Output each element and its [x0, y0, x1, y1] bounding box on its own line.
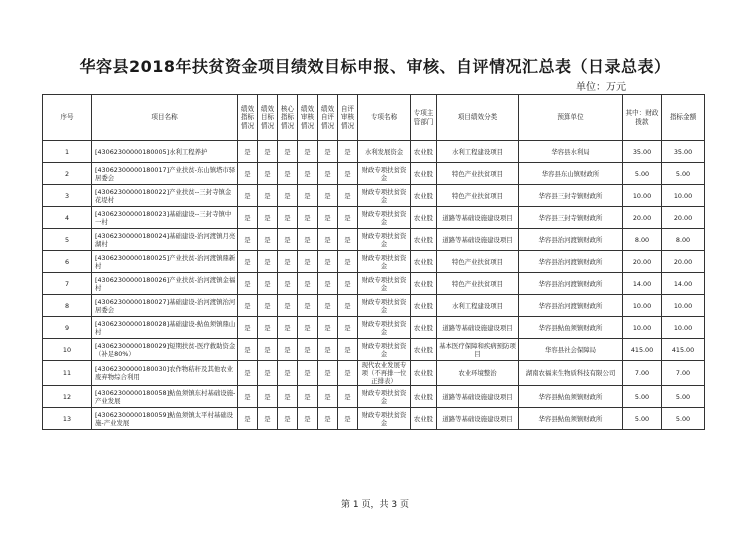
project-category: 水利工程建设项目 [437, 141, 519, 163]
core-indicator-status: 是 [278, 386, 298, 408]
review-status: 是 [298, 229, 318, 251]
target-status: 是 [258, 317, 278, 339]
core-indicator-status: 是 [278, 163, 298, 185]
project-name: [43062300000180022]产业扶贫--三封寺镇金花堤村 [92, 185, 238, 207]
row-number: 1 [43, 141, 92, 163]
core-indicator-status: 是 [278, 361, 298, 386]
indicator-amount: 20.00 [662, 207, 705, 229]
summary-table [42, 94, 705, 430]
review-status: 是 [298, 207, 318, 229]
indicator-amount: 415.00 [662, 339, 705, 361]
row-number: 7 [43, 273, 92, 295]
indicator-status: 是 [238, 251, 258, 273]
budget-unit: 华容县鲇鱼须镇财政所 [519, 386, 623, 408]
self-eval-status: 是 [318, 317, 338, 339]
special-dept: 农业股 [411, 295, 437, 317]
special-dept: 农业股 [411, 207, 437, 229]
target-status: 是 [258, 229, 278, 251]
indicator-amount: 10.00 [662, 317, 705, 339]
review-status: 是 [298, 141, 318, 163]
core-indicator-status: 是 [278, 141, 298, 163]
project-name: [43062300000180028]基础建设-鲇鱼须镇鼎山村 [92, 317, 238, 339]
header-cell: 绩效目标情况 [258, 95, 278, 141]
target-status: 是 [258, 386, 278, 408]
row-number: 4 [43, 207, 92, 229]
project-category: 道路等基础设施建设项目 [437, 207, 519, 229]
project-category: 道路等基础设施建设项目 [437, 229, 519, 251]
special-fund-name: 财政专项扶贫资金 [358, 207, 411, 229]
table-row [43, 251, 705, 273]
self-eval-status: 是 [318, 251, 338, 273]
project-name: [43062300000180025]产业扶贫-治河渡镇鼎新村 [92, 251, 238, 273]
table-row [43, 229, 705, 251]
fiscal-allocation: 14.00 [623, 273, 662, 295]
table-row [43, 207, 705, 229]
table-row [43, 408, 705, 430]
self-eval-status: 是 [318, 339, 338, 361]
indicator-status: 是 [238, 317, 258, 339]
project-category: 特色产业扶贫项目 [437, 273, 519, 295]
row-number: 5 [43, 229, 92, 251]
target-status: 是 [258, 339, 278, 361]
header-cell: 核心指标情况 [278, 95, 298, 141]
special-dept: 农业股 [411, 251, 437, 273]
project-name: [43062300000180017]产业扶贫-东山镇塔市驿居委会 [92, 163, 238, 185]
self-eval-review-status: 是 [338, 273, 358, 295]
budget-unit: 华容县治河渡镇财政所 [519, 229, 623, 251]
indicator-status: 是 [238, 386, 258, 408]
budget-unit: 华容县三封寺镇财政所 [519, 207, 623, 229]
row-number: 13 [43, 408, 92, 430]
self-eval-status: 是 [318, 141, 338, 163]
project-category: 基本医疗保障和疾病预防项目 [437, 339, 519, 361]
header-cell: 专项主管部门 [411, 95, 437, 141]
special-fund-name: 财政专项扶贫资金 [358, 229, 411, 251]
fiscal-allocation: 10.00 [623, 295, 662, 317]
project-category: 特色产业扶贫项目 [437, 251, 519, 273]
special-fund-name: 财政专项扶贫资金 [358, 295, 411, 317]
budget-unit: 华容县治河渡镇财政所 [519, 295, 623, 317]
self-eval-review-status: 是 [338, 317, 358, 339]
project-name: [43062300000180030]农作物秸秆及其他农业废弃物综合利用 [92, 361, 238, 386]
special-dept: 农业股 [411, 408, 437, 430]
indicator-status: 是 [238, 339, 258, 361]
self-eval-review-status: 是 [338, 207, 358, 229]
special-dept: 农业股 [411, 163, 437, 185]
core-indicator-status: 是 [278, 317, 298, 339]
fiscal-allocation: 5.00 [623, 386, 662, 408]
self-eval-status: 是 [318, 207, 338, 229]
fiscal-allocation: 10.00 [623, 185, 662, 207]
special-dept: 农业股 [411, 141, 437, 163]
target-status: 是 [258, 273, 278, 295]
table-row [43, 317, 705, 339]
fiscal-allocation: 20.00 [623, 207, 662, 229]
indicator-amount: 8.00 [662, 229, 705, 251]
special-fund-name: 财政专项扶贫资金 [358, 185, 411, 207]
project-category: 特色产业扶贫项目 [437, 185, 519, 207]
review-status: 是 [298, 386, 318, 408]
target-status: 是 [258, 251, 278, 273]
budget-unit: 湖南农福来生物质科技有限公司 [519, 361, 623, 386]
special-fund-name: 财政专项扶贫资金 [358, 273, 411, 295]
review-status: 是 [298, 339, 318, 361]
indicator-status: 是 [238, 141, 258, 163]
self-eval-status: 是 [318, 386, 338, 408]
budget-unit: 华容县社会保障局 [519, 339, 623, 361]
self-eval-review-status: 是 [338, 229, 358, 251]
review-status: 是 [298, 251, 318, 273]
self-eval-review-status: 是 [338, 295, 358, 317]
project-category: 特色产业扶贫项目 [437, 163, 519, 185]
project-name: [43062300000180026]产业扶贫-治河渡镇金福村 [92, 273, 238, 295]
project-name: [43062300000180027]基础建设-治河渡镇治河居委会 [92, 295, 238, 317]
row-number: 2 [43, 163, 92, 185]
budget-unit: 华容县治河渡镇财政所 [519, 251, 623, 273]
indicator-amount: 14.00 [662, 273, 705, 295]
target-status: 是 [258, 185, 278, 207]
table-row [43, 273, 705, 295]
budget-unit: 华容县鲇鱼须镇财政所 [519, 408, 623, 430]
table-row [43, 339, 705, 361]
review-status: 是 [298, 163, 318, 185]
header-cell: 项目绩效分类 [437, 95, 519, 141]
special-fund-name: 现代农业发展专项（不再排一位正排表） [358, 361, 411, 386]
target-status: 是 [258, 207, 278, 229]
target-status: 是 [258, 163, 278, 185]
row-number: 11 [43, 361, 92, 386]
header-cell: 绩效审核情况 [298, 95, 318, 141]
row-number: 10 [43, 339, 92, 361]
row-number: 8 [43, 295, 92, 317]
indicator-status: 是 [238, 229, 258, 251]
indicator-amount: 10.00 [662, 185, 705, 207]
row-number: 3 [43, 185, 92, 207]
self-eval-review-status: 是 [338, 185, 358, 207]
self-eval-review-status: 是 [338, 251, 358, 273]
special-dept: 农业股 [411, 185, 437, 207]
indicator-status: 是 [238, 361, 258, 386]
header-cell: 自评审核情况 [338, 95, 358, 141]
project-category: 农业环境整治 [437, 361, 519, 386]
core-indicator-status: 是 [278, 295, 298, 317]
indicator-status: 是 [238, 408, 258, 430]
table-row [43, 163, 705, 185]
self-eval-status: 是 [318, 229, 338, 251]
review-status: 是 [298, 295, 318, 317]
project-category: 水利工程建设项目 [437, 295, 519, 317]
target-status: 是 [258, 361, 278, 386]
page-footer: 第 1 页，共 3 页 [341, 500, 409, 510]
special-dept: 农业股 [411, 317, 437, 339]
special-dept: 农业股 [411, 386, 437, 408]
project-name: [43062300000180029]短期扶贫-医疗救助资金（补足80%） [92, 339, 238, 361]
indicator-status: 是 [238, 163, 258, 185]
header-cell: 专项名称 [358, 95, 411, 141]
indicator-amount: 5.00 [662, 386, 705, 408]
special-fund-name: 财政专项扶贫资金 [358, 251, 411, 273]
project-category: 道路等基础设施建设项目 [437, 408, 519, 430]
special-fund-name: 水利发展资金 [358, 141, 411, 163]
fiscal-allocation: 10.00 [623, 317, 662, 339]
project-name: [43062300000180024]基础建设-治河渡镇月亮湖村 [92, 229, 238, 251]
indicator-status: 是 [238, 295, 258, 317]
project-name: [43062300000180023]基础建设--三封寺镇中一村 [92, 207, 238, 229]
self-eval-review-status: 是 [338, 361, 358, 386]
self-eval-status: 是 [318, 185, 338, 207]
header-cell: 项目名称 [92, 95, 238, 141]
special-dept: 农业股 [411, 361, 437, 386]
core-indicator-status: 是 [278, 251, 298, 273]
core-indicator-status: 是 [278, 185, 298, 207]
fiscal-allocation: 7.00 [623, 361, 662, 386]
fiscal-allocation: 5.00 [623, 408, 662, 430]
header-cell: 指标金额 [662, 95, 705, 141]
self-eval-review-status: 是 [338, 386, 358, 408]
review-status: 是 [298, 408, 318, 430]
self-eval-review-status: 是 [338, 339, 358, 361]
indicator-amount: 10.00 [662, 295, 705, 317]
indicator-status: 是 [238, 185, 258, 207]
self-eval-review-status: 是 [338, 408, 358, 430]
project-name: [43062300000180059]鲇鱼须镇太平村基础设施-产业发展 [92, 408, 238, 430]
header-cell: 序号 [43, 95, 92, 141]
review-status: 是 [298, 317, 318, 339]
target-status: 是 [258, 408, 278, 430]
special-dept: 农业股 [411, 339, 437, 361]
page-title: 华容县2018年扶贫资金项目绩效目标申报、审核、自评情况汇总表（日录总表） [79, 57, 671, 76]
special-fund-name: 财政专项扶贫资金 [358, 408, 411, 430]
budget-unit: 华容县三封寺镇财政所 [519, 185, 623, 207]
core-indicator-status: 是 [278, 273, 298, 295]
budget-unit: 华容县鲇鱼须镇财政所 [519, 317, 623, 339]
core-indicator-status: 是 [278, 408, 298, 430]
review-status: 是 [298, 361, 318, 386]
review-status: 是 [298, 273, 318, 295]
indicator-amount: 7.00 [662, 361, 705, 386]
table-row [43, 295, 705, 317]
special-fund-name: 财政专项扶贫资金 [358, 339, 411, 361]
target-status: 是 [258, 295, 278, 317]
indicator-amount: 20.00 [662, 251, 705, 273]
indicator-status: 是 [238, 207, 258, 229]
row-number: 9 [43, 317, 92, 339]
table-row [43, 361, 705, 386]
budget-unit: 华容县东山镇财政所 [519, 163, 623, 185]
table-row [43, 386, 705, 408]
header-cell: 其中：财政拨款 [623, 95, 662, 141]
self-eval-status: 是 [318, 273, 338, 295]
self-eval-status: 是 [318, 361, 338, 386]
special-fund-name: 财政专项扶贫资金 [358, 163, 411, 185]
fiscal-allocation: 20.00 [623, 251, 662, 273]
self-eval-review-status: 是 [338, 163, 358, 185]
fiscal-allocation: 35.00 [623, 141, 662, 163]
special-fund-name: 财政专项扶贫资金 [358, 386, 411, 408]
core-indicator-status: 是 [278, 207, 298, 229]
special-dept: 农业股 [411, 273, 437, 295]
core-indicator-status: 是 [278, 229, 298, 251]
budget-unit: 华容县治河渡镇财政所 [519, 273, 623, 295]
core-indicator-status: 是 [278, 339, 298, 361]
header-cell: 绩效自评情况 [318, 95, 338, 141]
self-eval-status: 是 [318, 163, 338, 185]
special-dept: 农业股 [411, 229, 437, 251]
table-row [43, 141, 705, 163]
project-name: [43062300000180058]鲇鱼须镇东村基础设施-产业发展 [92, 386, 238, 408]
self-eval-status: 是 [318, 408, 338, 430]
header-cell: 绩效指标情况 [238, 95, 258, 141]
unit-label: 单位：万元 [576, 82, 626, 93]
table-row [43, 185, 705, 207]
target-status: 是 [258, 141, 278, 163]
header-cell: 预算单位 [519, 95, 623, 141]
fiscal-allocation: 8.00 [623, 229, 662, 251]
self-eval-status: 是 [318, 295, 338, 317]
review-status: 是 [298, 185, 318, 207]
row-number: 12 [43, 386, 92, 408]
indicator-amount: 5.00 [662, 163, 705, 185]
project-category: 道路等基础设施建设项目 [437, 386, 519, 408]
special-fund-name: 财政专项扶贫资金 [358, 317, 411, 339]
indicator-status: 是 [238, 273, 258, 295]
indicator-amount: 5.00 [662, 408, 705, 430]
indicator-amount: 35.00 [662, 141, 705, 163]
budget-unit: 华容县水利局 [519, 141, 623, 163]
row-number: 6 [43, 251, 92, 273]
project-name: [43062300000180005]水利工程养护 [92, 141, 238, 163]
fiscal-allocation: 415.00 [623, 339, 662, 361]
self-eval-review-status: 是 [338, 141, 358, 163]
fiscal-allocation: 5.00 [623, 163, 662, 185]
table-header-row [43, 95, 705, 141]
project-category: 道路等基础设施建设项目 [437, 317, 519, 339]
